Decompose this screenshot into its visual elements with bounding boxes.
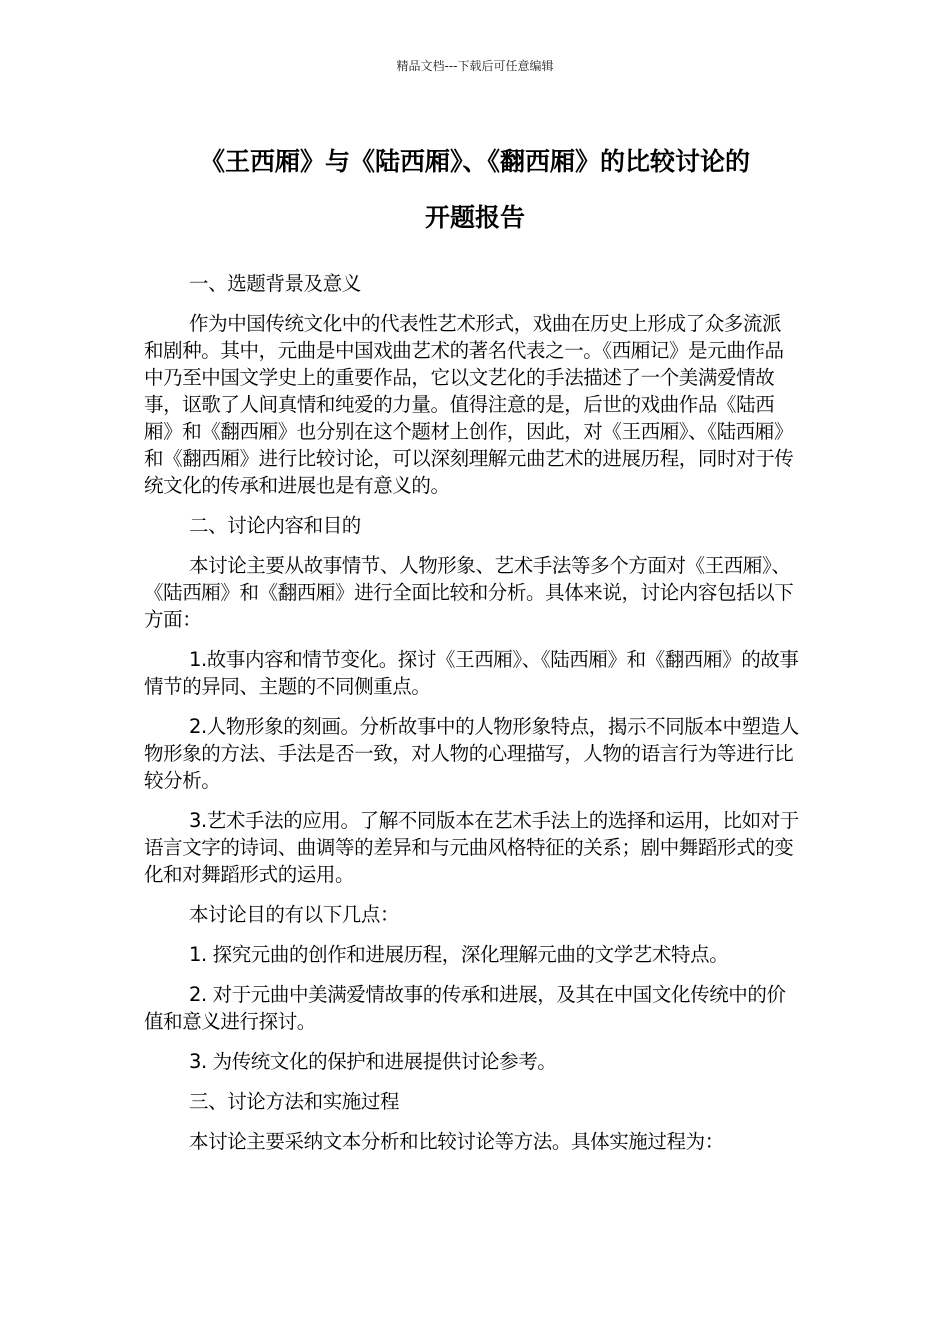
- list-item-purpose-1: 1. 探究元曲的创作和进展历程，深化理解元曲的文学艺术特点。: [189, 943, 729, 966]
- list-item-purpose-2: 2. 对于元曲中美满爱情故事的传承和进展，及其在中国文化传统中的价值和意义进行探讨。: [144, 983, 786, 1033]
- list-item-content-3: 3.艺术手法的应用。了解不同版本在艺术手法上的选择和运用，比如对于语言文字的诗词、曲调等的差异和与元曲风格特征的关系；剧中舞蹈形式的变化和对舞蹈形式的运用。: [144, 809, 799, 886]
- list-item-purpose-3: 3. 为传统文化的保护和进展提供讨论参考。: [189, 1050, 557, 1073]
- document-title: [130, 134, 820, 246]
- paragraph-background: 作为中国传统文化中的代表性艺术形式，戏曲在历史上形成了众多流派和剧种。其中，元曲是中国戏曲艺术的著名代表之一。《西厢记》是元曲作品中乃至中国文学史上的重要作品，它以文艺化的手法描述了一个美满爱情故事，讴歌了人间真情和纯爱的力量。值得注意的是，后世的戏曲作品《陆西厢》和《翻西厢》也分别在这个题材上创作，因此，对《王西厢》、《陆西厢》和《翻西厢》进行比较讨论，可以深刻理解元曲艺术的进展历程，同时对于传统文化的传承和进展也是有意义的。: [144, 312, 794, 497]
- list-item-content-2: 2.人物形象的刻画。分析故事中的人物形象特点，揭示不同版本中塑造人物形象的方法、手法是否一致，对人物的心理描写，人物的语言行为等进行比较分析。: [144, 715, 799, 792]
- list-item-content-1: 1.故事内容和情节变化。探讨《王西厢》、《陆西厢》和《翻西厢》的故事情节的异同、主题的不同侧重点。: [144, 648, 799, 698]
- section-heading-background: 一、选题背景及意义: [189, 272, 361, 295]
- paragraph-content-intro: 本讨论主要从故事情节、人物形象、艺术手法等多个方面对《王西厢》、《陆西厢》和《翻西厢》进行全面比较和分析。具体来说，讨论内容包括以下方面：: [144, 554, 794, 631]
- section-heading-content: 二、讨论内容和目的: [189, 514, 361, 537]
- title-line-2: 开题报告: [424, 203, 525, 232]
- title-line-1: 《王西厢》与《陆西厢》、《翻西厢》的比较讨论的: [199, 147, 750, 176]
- paragraph-purpose-intro: 本讨论目的有以下几点：: [189, 903, 400, 926]
- document-body: [144, 270, 800, 1168]
- header-note: 精品文档---下载后可任意编辑: [396, 59, 554, 73]
- paragraph-method: 本讨论主要采纳文本分析和比较讨论等方法。具体实施过程为：: [189, 1130, 724, 1153]
- section-heading-method: 三、讨论方法和实施过程: [189, 1090, 400, 1113]
